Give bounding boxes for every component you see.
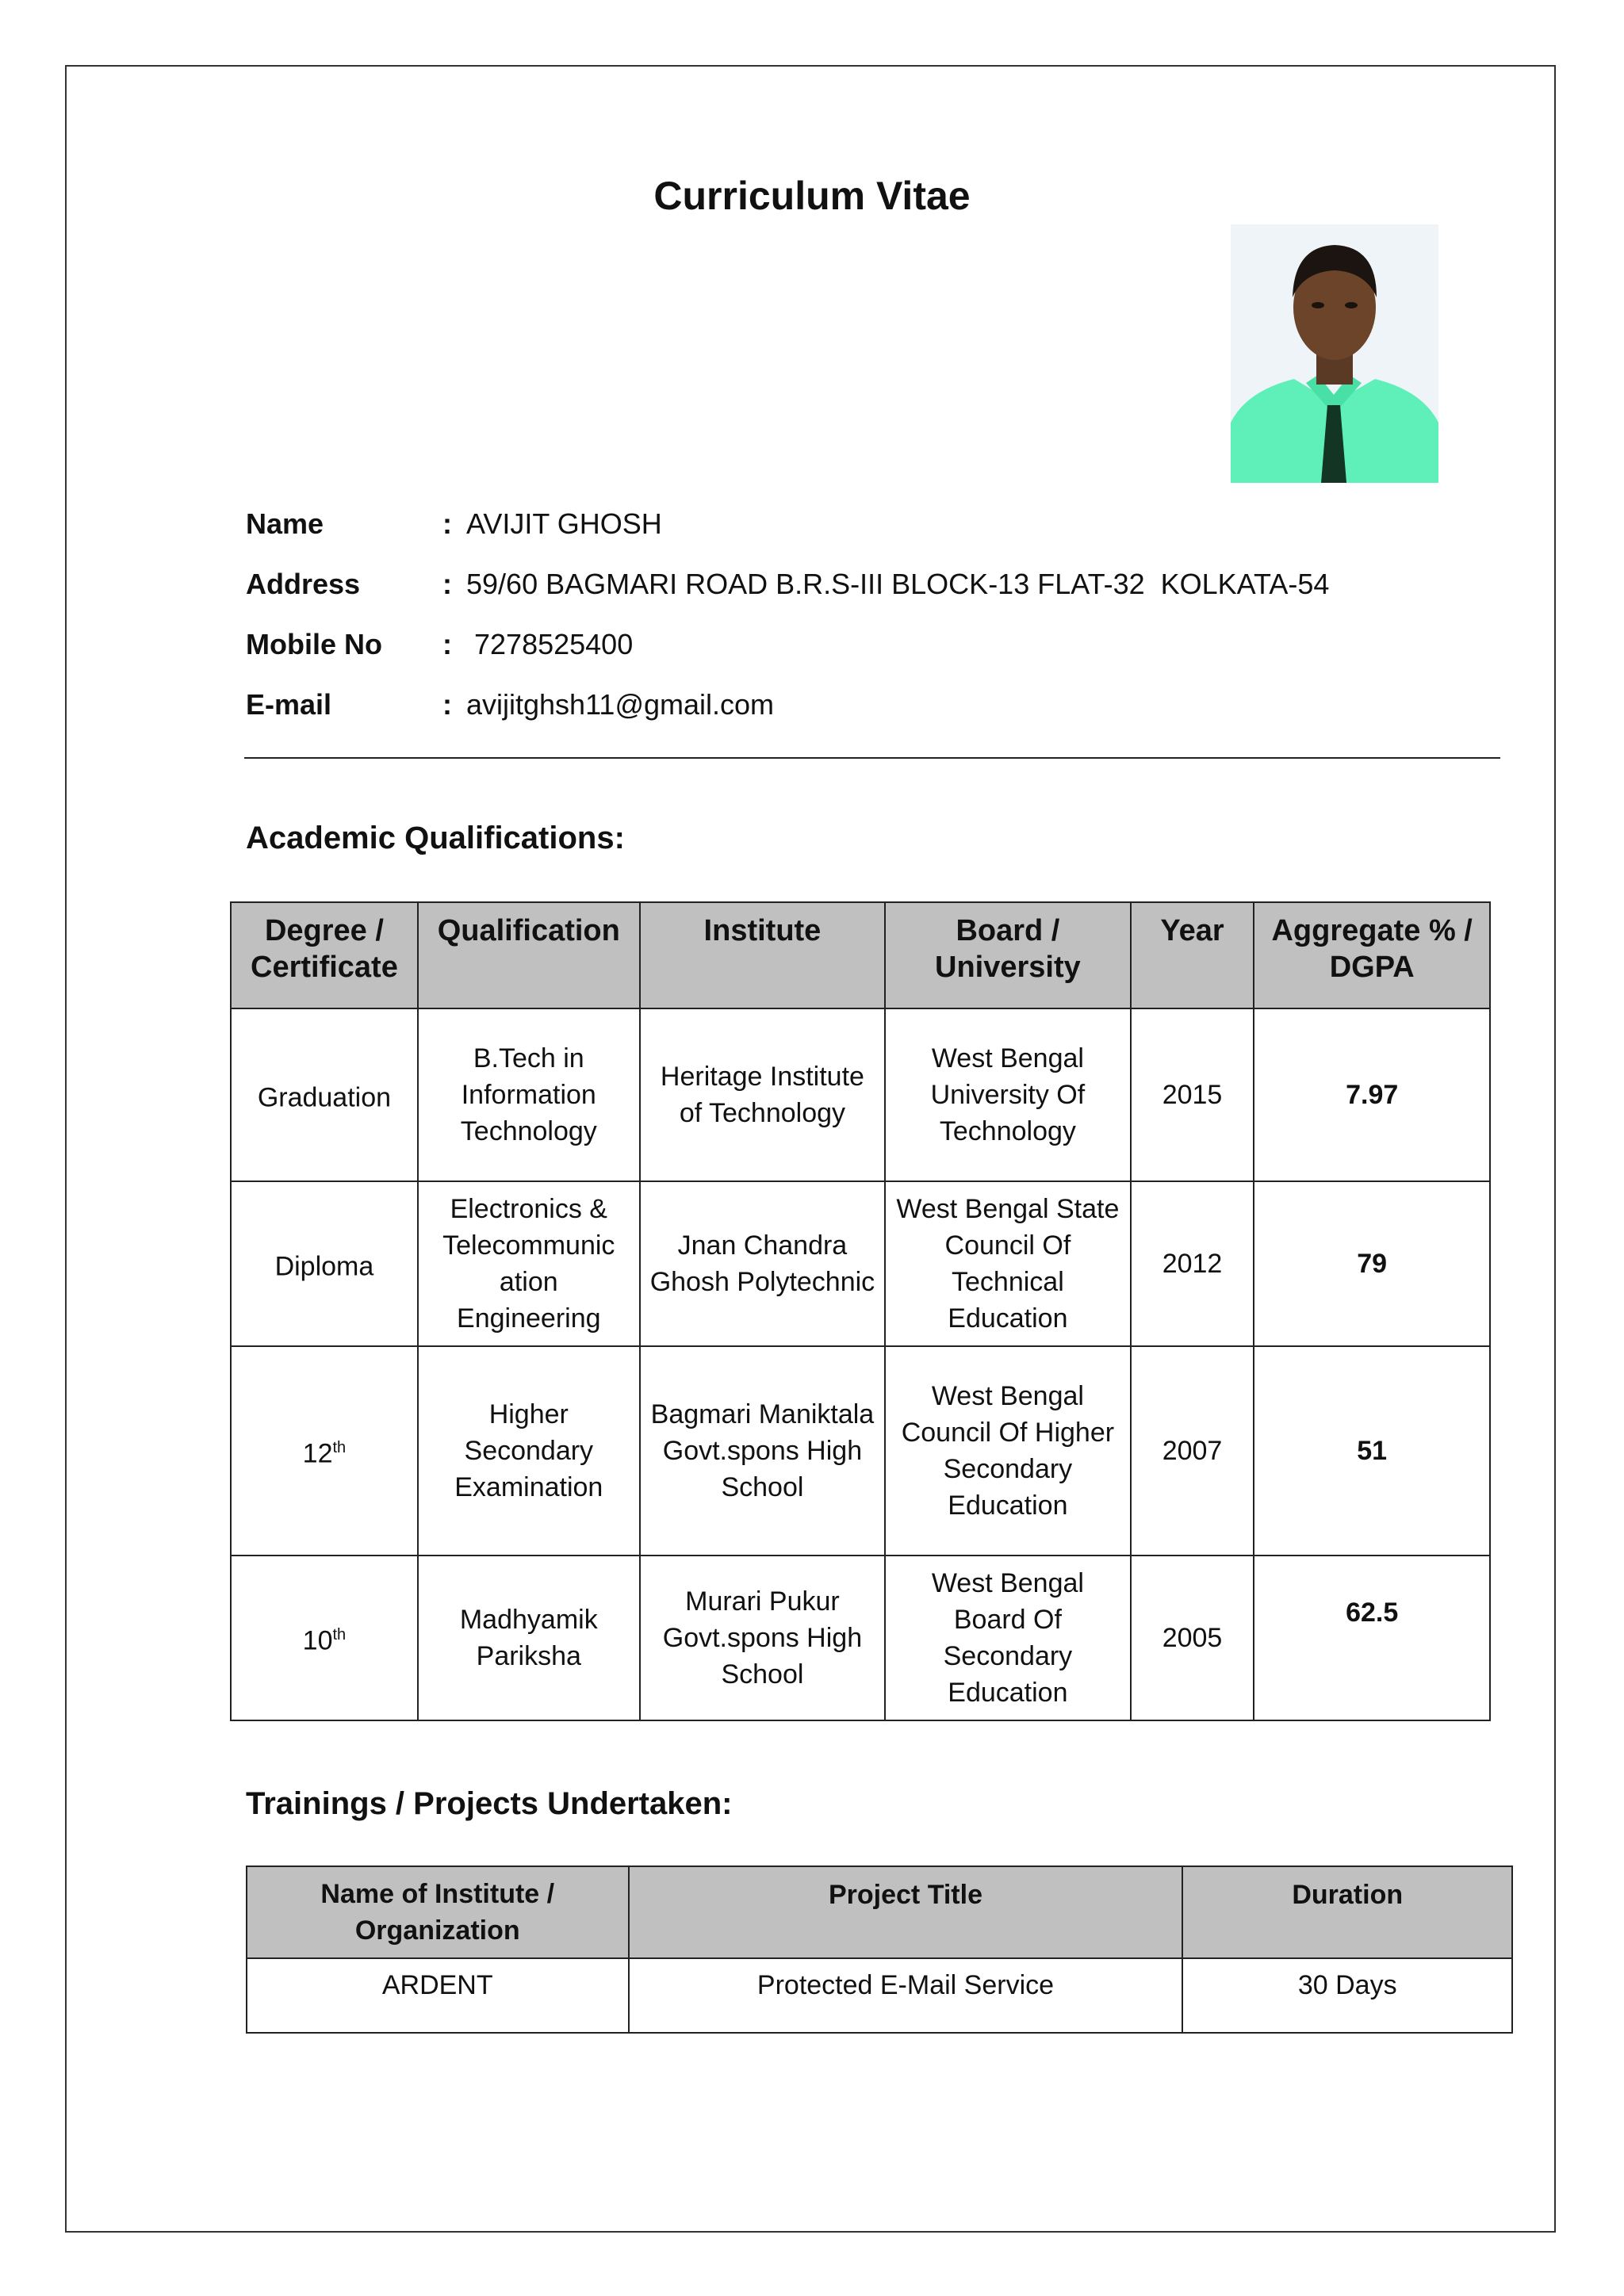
aggregate-cell: 7.97 [1254, 1008, 1490, 1181]
board-cell: West Bengal Board Of Secondary Education [885, 1556, 1130, 1720]
separator: : [442, 628, 452, 660]
column-header: Duration [1182, 1866, 1512, 1958]
mobile-label: Mobile No [246, 628, 382, 660]
address-row [246, 560, 1515, 620]
institute-cell: Jnan Chandra Ghosh Polytechnic [640, 1181, 885, 1346]
duration-cell: 30 Days [1182, 1958, 1512, 2033]
divider [244, 757, 1500, 759]
mobile-value: 7278525400 [466, 628, 634, 660]
aggregate-cell: 79 [1254, 1181, 1490, 1346]
institute-cell: Murari Pukur Govt.spons High School [640, 1556, 885, 1720]
year-cell: 2015 [1131, 1008, 1254, 1181]
email-row [246, 680, 1515, 740]
qualification-cell: Higher Secondary Examination [418, 1346, 640, 1556]
name-value: AVIJIT GHOSH [466, 507, 662, 540]
column-header: Degree / Certificate [231, 902, 418, 1008]
qualification-cell: B.Tech in Information Technology [418, 1008, 640, 1181]
table-row [231, 1556, 1490, 1720]
column-header: Year [1131, 902, 1254, 1008]
institute-cell: Heritage Institute of Technology [640, 1008, 885, 1181]
column-header: Project Title [629, 1866, 1183, 1958]
column-header: Qualification [418, 902, 640, 1008]
column-header: Institute [640, 902, 885, 1008]
personal-details [246, 499, 1515, 740]
table-header-row [247, 1866, 1512, 1958]
mobile-row [246, 620, 1515, 680]
board-cell: West Bengal State Council Of Technical Education [885, 1181, 1130, 1346]
aggregate-cell: 62.5 [1254, 1556, 1490, 1720]
separator: : [442, 568, 452, 600]
degree-cell: Graduation [231, 1008, 418, 1181]
separator: : [442, 688, 452, 721]
projects-heading: Trainings / Projects Undertaken: [246, 1786, 733, 1821]
qualification-cell: Electronics & Telecommunic ation Engineering [418, 1181, 640, 1346]
document-title: Curriculum Vitae [653, 174, 971, 218]
column-header: Name of Institute / Organization [247, 1866, 629, 1958]
address-label: Address [246, 568, 361, 600]
academic-table [230, 901, 1491, 1721]
degree-cell: 12th [231, 1346, 418, 1556]
institute-cell: ARDENT [247, 1958, 629, 2033]
institute-cell: Bagmari Maniktala Govt.spons High School [640, 1346, 885, 1556]
project-title-cell: Protected E-Mail Service [629, 1958, 1183, 2033]
separator: : [442, 507, 452, 540]
year-cell: 2012 [1131, 1181, 1254, 1346]
address-value: 59/60 BAGMARI ROAD B.R.S-III BLOCK-13 FLAT-32 KOLKATA-54 [466, 568, 1330, 600]
email-label: E-mail [246, 688, 332, 721]
degree-cell: Diploma [231, 1181, 418, 1346]
table-row [231, 1181, 1490, 1346]
qualification-cell: Madhyamik Pariksha [418, 1556, 640, 1720]
profile-photo [1231, 224, 1438, 483]
year-cell: 2005 [1131, 1556, 1254, 1720]
board-cell: West Bengal University Of Technology [885, 1008, 1130, 1181]
degree-cell: 10th [231, 1556, 418, 1720]
academic-heading: Academic Qualifications: [246, 821, 625, 855]
table-row [231, 1346, 1490, 1556]
aggregate-cell: 51 [1254, 1346, 1490, 1556]
column-header: Aggregate % / DGPA [1254, 902, 1490, 1008]
name-row [246, 499, 1515, 560]
email-value: avijitghsh11@gmail.com [466, 688, 775, 721]
projects-table [246, 1866, 1513, 2034]
table-header-row [231, 902, 1490, 1008]
board-cell: West Bengal Council Of Higher Secondary Education [885, 1346, 1130, 1556]
table-row [247, 1958, 1512, 2033]
table-row [231, 1008, 1490, 1181]
year-cell: 2007 [1131, 1346, 1254, 1556]
column-header: Board / University [885, 902, 1130, 1008]
name-label: Name [246, 507, 324, 540]
